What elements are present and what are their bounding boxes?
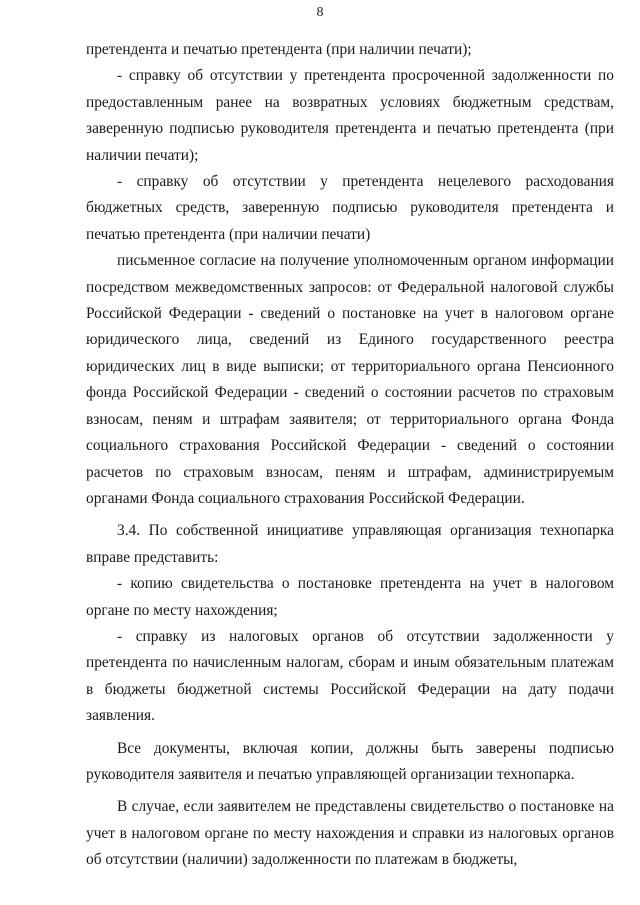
paragraph-written-consent: письменное согласие на получение уполномоченным органом информации посредством межведомственных запросов: от Федеральной налоговой службы Российской Федерации - сведений о постановке на учет в налоговом органе юридического лица, сведений из Единого государственного реестра юридических лиц в виде выписки; от территориального органа Пенсионного фонда Российской Федерации - сведений о состоянии расчетов по страховым взносам, пеням и штрафам заявителя; от территориального органа Фонда социального страхования Российской Федерации - сведений о состоянии расчетов по страховым взносам, пеням и штрафам, администрируемым органами Фонда социального страхования Российской Федерации. — [86, 252, 614, 507]
paragraph-if-not-provided: В случае, если заявителем не представлены свидетельство о постановке на учет в налоговом органе по месту нахождения и справки из налоговых органов об отсутствии (наличии) задолженности по платежам в бюджеты, — [86, 798, 614, 869]
paragraph-certification: Все документы, включая копии, должны быть заверены подписью руководителя заявителя и печатью управляющей организации технопарка. — [86, 739, 614, 783]
page-number: 8 — [316, 5, 324, 20]
paragraph-misuse-certificate: - справку об отсутствии у претендента нецелевого расходования бюджетных средств, заверенную подписью руководителя претендента и печатью претендента (при наличии печати) — [86, 173, 614, 243]
paragraph-continuation: претендента и печатью претендента (при наличии печати); — [86, 41, 472, 58]
paragraph-registration-copy: - копию свидетельства о постановке претендента на учет в налоговом органе по месту нахождения; — [86, 575, 614, 619]
document-body — [86, 37, 614, 874]
paragraph-tax-certificate: - справку из налоговых органов об отсутствии задолженности у претендента по начисленным налогам, сборам и иным обязательным платежам в бюджеты бюджетной системы Российской Федерации на дату подачи заявления. — [86, 627, 614, 725]
paragraph-section-3-4: 3.4. По собственной инициативе управляющая организация технопарка вправе представить: — [86, 522, 614, 566]
paragraph-overdue-debt-certificate: - справку об отсутствии у претендента просроченной задолженности по предоставленным ранее на возвратных условиях бюджетным средствам, заверенную подписью руководителя претендента и печатью претендента (при наличии печати); — [86, 67, 614, 164]
